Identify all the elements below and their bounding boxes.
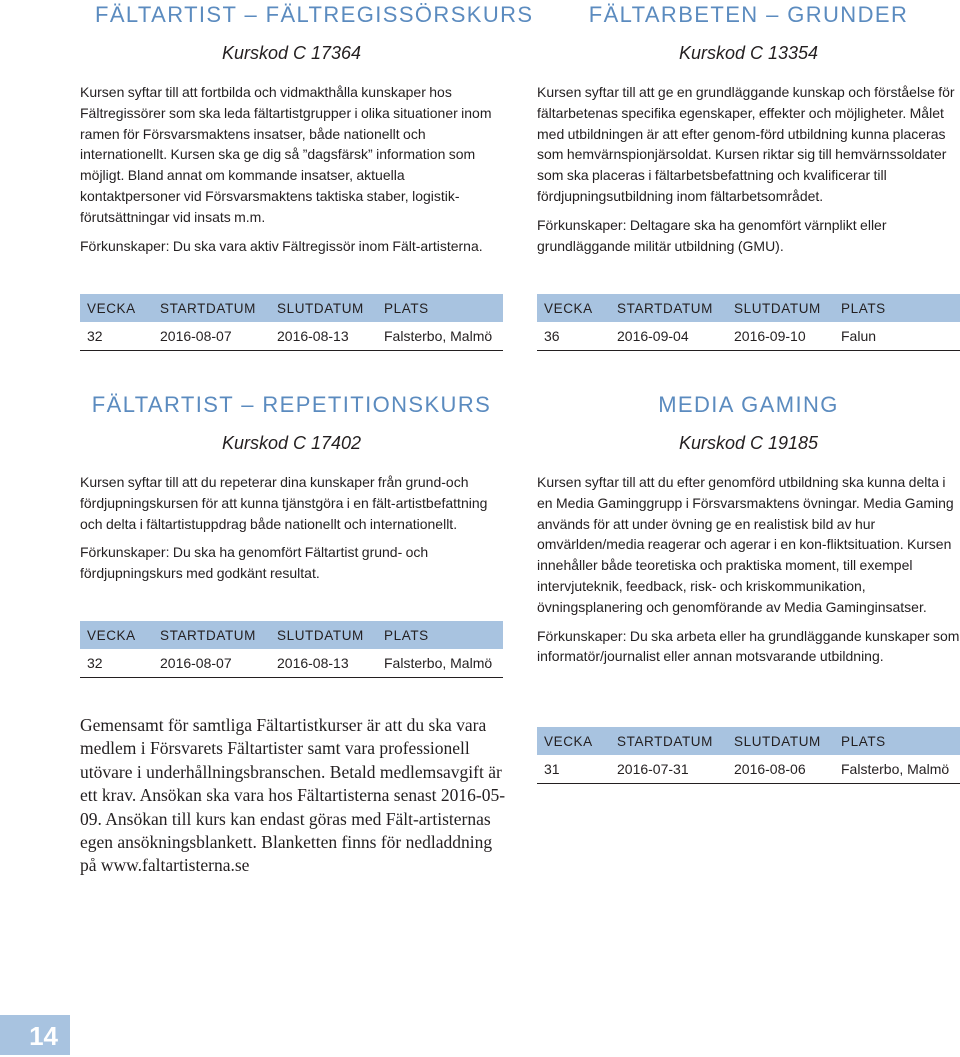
table-row: [80, 322, 503, 351]
header-vecka: VECKA: [537, 727, 610, 755]
cell-vecka: 31: [537, 755, 610, 784]
header-slutdatum: SLUTDATUM: [727, 727, 834, 755]
course-title: FÄLTARBETEN – GRUNDER: [588, 2, 909, 27]
course-description: Kursen syftar till att ge en grundläggande kunskap och förståelse för fältarbetenas specifika egenskaper, effekter och möjligheter. Målet med utbildningen är att efter genom-förd utbildning kunna placeras som hemvärnspionjärsoldat. Kursen riktar sig till hemvärnssoldater som ska placeras i fältarbetsbefattning och kvalificerar till fördjupningsutbildning inom fältarbetsområdet.: [537, 84, 955, 204]
page-number: 14: [0, 1015, 70, 1055]
cell-startdatum: 2016-09-04: [610, 322, 727, 351]
course-faltregissorskurs: [80, 0, 534, 344]
course-code: Kurskod C 17364: [221, 43, 362, 63]
cell-vecka: 32: [80, 322, 153, 351]
header-vecka: VECKA: [80, 294, 153, 322]
course-prerequisites: Förkunskaper: Du ska ha genomfört Fältartist grund- och fördjupningskurs med godkänt resultat.: [80, 544, 429, 582]
cell-slutdatum: 2016-08-13: [270, 649, 377, 678]
course-description-block: [537, 82, 960, 256]
course-code: Kurskod C 17402: [221, 433, 362, 453]
header-plats: PLATS: [834, 294, 960, 322]
course-description: Kursen syftar till att du repeterar dina kunskaper från grund-och fördjupningskursen för att kunna tjänstgöra i en fält-artistbefattning och delta i fältartistuppdrag både nationellt och internationellt.: [80, 474, 488, 532]
course-prerequisites: Förkunskaper: Du ska arbeta eller ha grundläggande kunskaper som informatör/journalist eller annan motsvarande utbildning.: [537, 627, 960, 665]
course-code: Kurskod C 13354: [678, 43, 819, 63]
schedule-table: [80, 294, 503, 351]
header-slutdatum: SLUTDATUM: [270, 621, 377, 649]
cell-vecka: 36: [537, 322, 610, 351]
table-row: [537, 755, 960, 784]
schedule-header-row: [80, 621, 503, 649]
cell-slutdatum: 2016-09-10: [727, 322, 834, 351]
table-row: [80, 649, 503, 678]
header-slutdatum: SLUTDATUM: [270, 294, 377, 322]
cell-slutdatum: 2016-08-06: [727, 755, 834, 784]
cell-startdatum: 2016-08-07: [153, 322, 270, 351]
schedule-table: [537, 294, 960, 351]
header-vecka: VECKA: [537, 294, 610, 322]
schedule-header-row: [537, 727, 960, 755]
header-startdatum: STARTDATUM: [610, 727, 727, 755]
course-repetitionskurs: [80, 390, 503, 671]
course-description-block: [80, 472, 503, 584]
course-title: FÄLTARTIST – REPETITIONSKURS: [91, 392, 492, 417]
cell-plats: Falun: [834, 322, 960, 351]
course-faltarbeten-grunder: [537, 0, 960, 344]
course-description: Kursen syftar till att du efter genomförd utbildning ska kunna delta i en Media Gaminggrupp i Försvarsmaktens övningar. Media Gaming används för att under övning ge en realistisk bild av hur omvärlden/media reagerar och agerar i en kon-fliktsituation. Kursen innehåller både teoretiska och praktiska moment, till exempel intervjuteknik, feedback, risk- och kriskommunikation, övningsplanering och genomförande av Media Gaminginsatser.: [537, 474, 954, 615]
table-row: [537, 322, 960, 351]
header-plats: PLATS: [377, 294, 503, 322]
course-media-gaming: [537, 390, 960, 777]
cell-vecka: 32: [80, 649, 153, 678]
course-code: Kurskod C 19185: [678, 433, 819, 453]
header-plats: PLATS: [377, 621, 503, 649]
cell-plats: Falsterbo, Malmö: [377, 649, 503, 678]
cell-startdatum: 2016-07-31: [610, 755, 727, 784]
schedule-table: [537, 727, 960, 784]
schedule-header-row: [537, 294, 960, 322]
cell-plats: Falsterbo, Malmö: [377, 322, 503, 351]
course-title: MEDIA GAMING: [658, 392, 839, 417]
schedule-header-row: [80, 294, 503, 322]
course-description-block: [80, 82, 503, 256]
header-startdatum: STARTDATUM: [153, 621, 270, 649]
cell-startdatum: 2016-08-07: [153, 649, 270, 678]
course-description-block: [537, 472, 960, 667]
schedule-table: [80, 621, 503, 678]
course-prerequisites: Förkunskaper: Du ska vara aktiv Fältregissör inom Fält-artisterna.: [80, 237, 483, 254]
cell-slutdatum: 2016-08-13: [270, 322, 377, 351]
header-startdatum: STARTDATUM: [153, 294, 270, 322]
header-slutdatum: SLUTDATUM: [727, 294, 834, 322]
header-plats: PLATS: [834, 727, 960, 755]
course-description: Kursen syftar till att fortbilda och vidmakthålla kunskaper hos Fältregissörer som ska leda fältartistgrupper i olika situationer inom ramen för Försvarsmaktens insatser, både nationellt och internationellt. Kursen ska ge dig så ”dagsfärsk” information som möjligt. Bland annat om kommande insatser, aktuella kontaktpersoner vid Försvarsmaktens taktiska staber, logistik-förutsättningar vid insats m.m.: [80, 84, 492, 225]
cell-plats: Falsterbo, Malmö: [834, 755, 960, 784]
common-requirements-note: Gemensamt för samtliga Fältartistkurser är att du ska vara medlem i Försvarets Fältartister samt vara professionell utövare i underhållningsbranschen. Betald medlemsavgift är ett krav. Ansökan ska vara hos Fältartisterna senast 2016-05-09. Ansökan till kurs kan endast göras med Fält-artisternas egen ansökningsblankett. Blanketten finns för nedladdning på www.faltartisterna.se: [80, 715, 506, 876]
course-title: FÄLTARTIST – FÄLTREGISSÖRSKURS: [95, 2, 534, 27]
header-vecka: VECKA: [80, 621, 153, 649]
header-startdatum: STARTDATUM: [610, 294, 727, 322]
course-prerequisites: Förkunskaper: Deltagare ska ha genomfört värnplikt eller grundläggande militär utbildning (GMU).: [537, 216, 887, 254]
